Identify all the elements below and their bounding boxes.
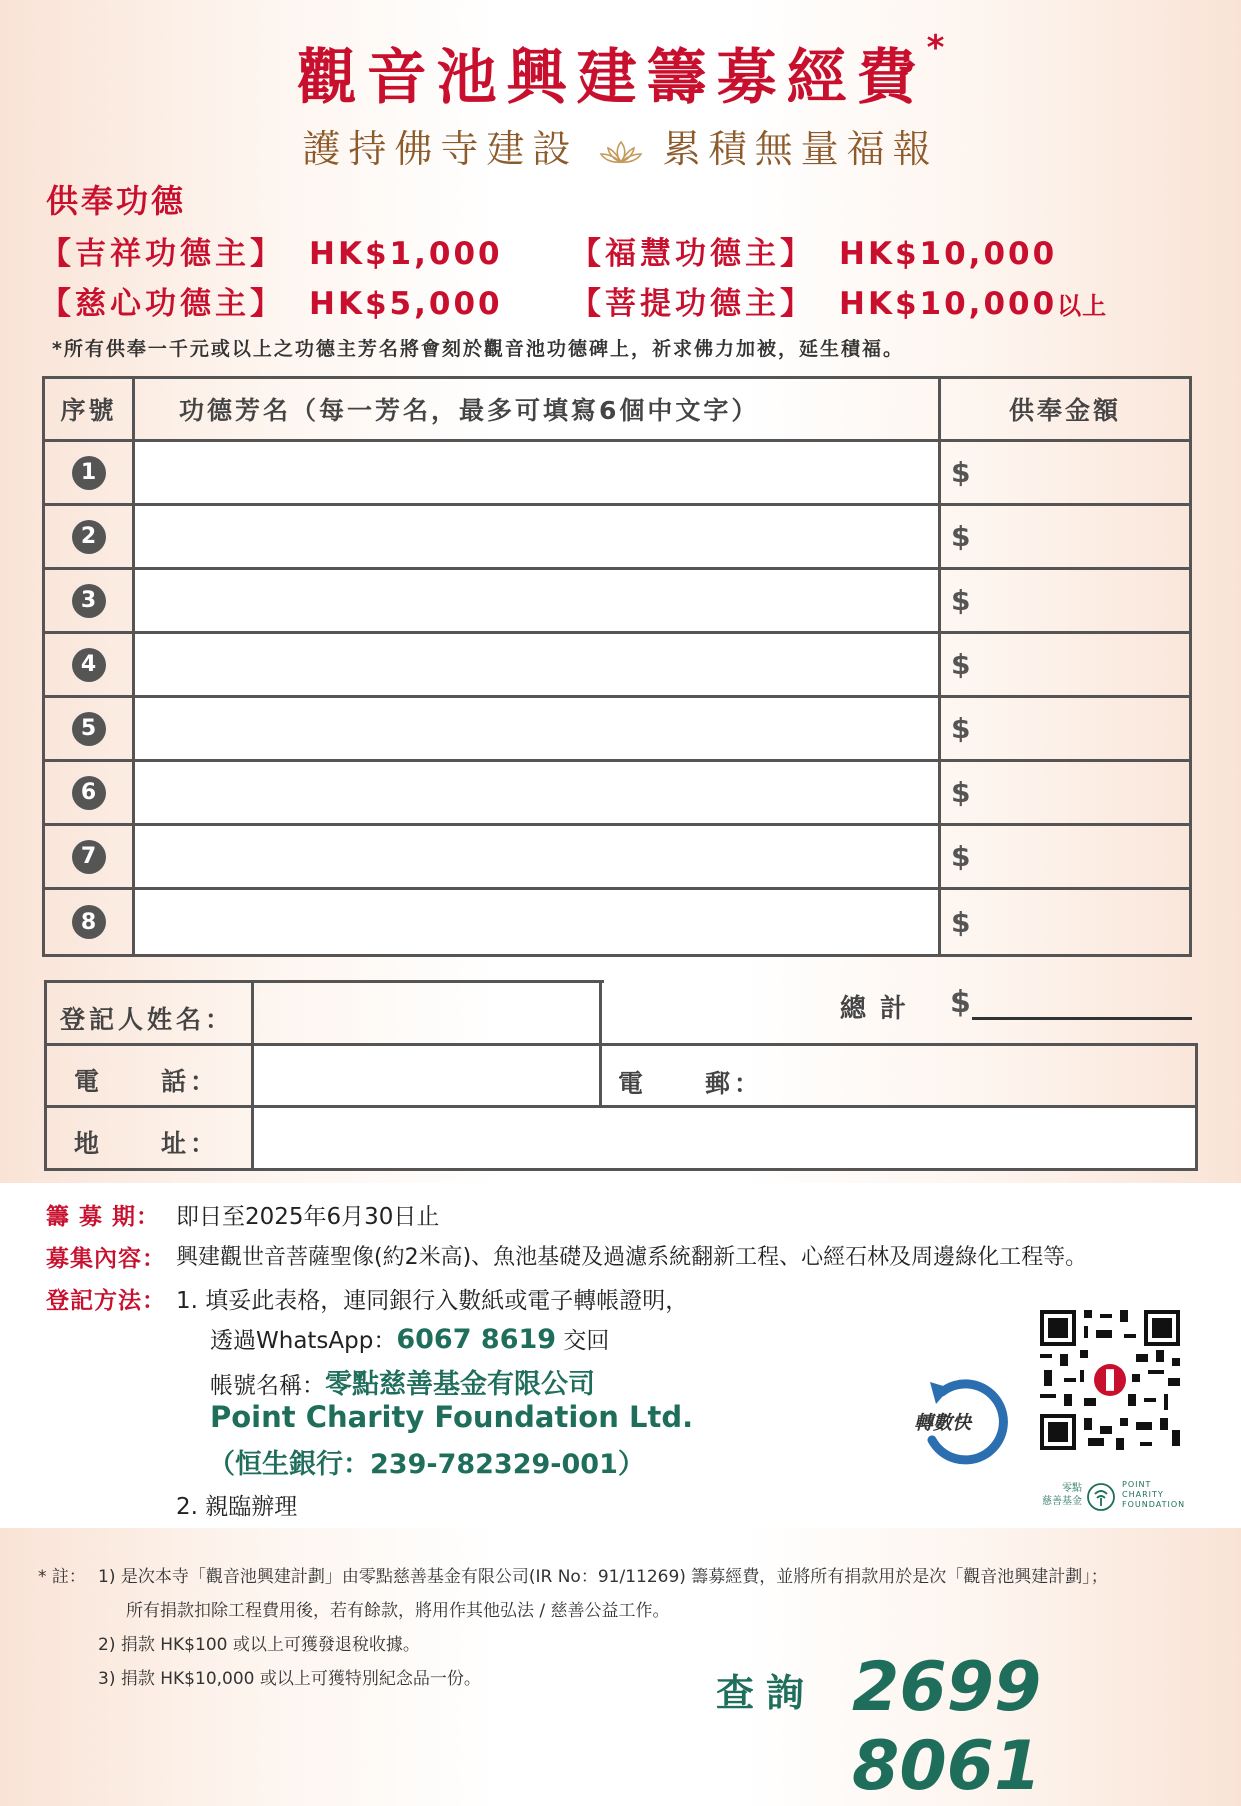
phone-field[interactable]	[254, 1046, 599, 1105]
fps-logo: 轉數快	[912, 1370, 1012, 1470]
donor-name-field[interactable]	[135, 890, 941, 954]
header-amount: 供奉金額	[1008, 396, 1121, 425]
header-number: 序號	[45, 379, 135, 439]
donor-table	[42, 376, 1192, 957]
email-field[interactable]	[760, 1046, 1195, 1105]
footnote-3: 3) 捐款 HK$10,000 或以上可獲特別紀念品一份。	[98, 1669, 481, 1689]
whatsapp-number[interactable]: 6067 8619	[396, 1324, 557, 1355]
whatsapp-line: 透過WhatsApp：6067 8619 交回	[210, 1324, 610, 1355]
method-step2: 2. 親臨辦理	[176, 1494, 298, 1520]
page-title: 觀音池興建籌募經費*	[296, 28, 945, 113]
tier-fuhui: 【福慧功德主】 HK$10,000	[570, 236, 1058, 272]
row-number-badge: 6	[72, 776, 106, 810]
period-label: 籌 募 期：	[46, 1204, 161, 1230]
divider	[599, 1043, 602, 1107]
period-text: 即日至2025年6月30日止	[176, 1204, 440, 1230]
tier-puti: 【菩提功德主】 HK$10,000以上	[570, 286, 1108, 322]
row-number-badge: 5	[72, 712, 106, 746]
foundation-logo: 零點 慈善基金 POINT CHARITY FOUNDATION	[1034, 1480, 1194, 1516]
table-header	[45, 379, 1189, 442]
registrant-name-field[interactable]	[251, 980, 602, 1046]
account-line: 帳號名稱：零點慈善基金有限公司	[210, 1369, 595, 1400]
total-dollar: $	[950, 985, 971, 1020]
table-row	[45, 442, 1189, 506]
tier-cixin: 【慈心功德主】 HK$5,000	[40, 286, 503, 322]
registrant-name-label: 登記人姓名：	[60, 1005, 235, 1034]
foundation-logo-icon	[1086, 1482, 1116, 1512]
donor-name-field[interactable]	[135, 762, 941, 823]
table-row	[45, 698, 1189, 762]
total-field[interactable]	[972, 1017, 1192, 1020]
address-label: 地 址：	[74, 1129, 220, 1158]
table-row	[45, 570, 1189, 634]
phone-label: 電 話：	[74, 1067, 220, 1096]
content-text: 興建觀世音菩薩聖像(約2米高)、魚池基礎及過濾系統翻新工程、心經石林及周邊綠化工程等。	[176, 1245, 1088, 1270]
amount-field[interactable]: $	[951, 776, 971, 809]
method-step1: 1. 填妥此表格，連同銀行入數紙或電子轉帳證明，	[176, 1288, 689, 1314]
amount-field[interactable]: $	[951, 584, 971, 617]
table-row	[45, 890, 1189, 954]
qr-code-icon	[1036, 1306, 1184, 1454]
account-name-en: Point Charity Foundation Ltd.	[210, 1400, 694, 1434]
method-label: 登記方法：	[46, 1288, 166, 1314]
donor-name-field[interactable]	[135, 506, 941, 567]
amount-field[interactable]: $	[951, 456, 971, 489]
row-number-badge: 4	[72, 648, 106, 682]
header-donor-name: 功德芳名（每一芳名，最多可填寫6個中文字）	[135, 379, 941, 439]
amount-field[interactable]: $	[951, 712, 971, 745]
email-label: 電 郵：	[618, 1069, 764, 1098]
lotus-icon	[599, 138, 643, 166]
donor-name-field[interactable]	[135, 826, 941, 887]
tier-jixiang: 【吉祥功德主】 HK$1,000	[40, 236, 503, 272]
table-row	[45, 506, 1189, 570]
amount-field[interactable]: $	[951, 648, 971, 681]
table-row	[45, 762, 1189, 826]
amount-field[interactable]: $	[951, 520, 971, 553]
row-number-badge: 2	[72, 520, 106, 554]
offering-heading: 供奉功德	[46, 182, 187, 220]
footnote-1a: 1) 是次本寺「觀音池興建計劃」由零點慈善基金有限公司(IR No：91/11269) 籌募經費，並將所有捐款用於是次「觀音池興建計劃」；	[98, 1567, 1108, 1587]
enquiry-phone-number[interactable]: 2699 8061	[852, 1648, 1042, 1806]
row-number-badge: 8	[72, 905, 106, 939]
total-label: 總計	[840, 994, 921, 1024]
footnote-2: 2) 捐款 HK$100 或以上可獲發退稅收據。	[98, 1635, 420, 1655]
content-label: 募集內容：	[46, 1246, 166, 1272]
row-number-badge: 7	[72, 840, 106, 874]
donor-name-field[interactable]	[135, 442, 941, 503]
page-subtitle: 護持佛寺建設 累積無量福報	[302, 127, 939, 171]
footnote-1b: 所有捐款扣除工程費用後，若有餘款，將用作其他弘法 / 慈善公益工作。	[126, 1601, 670, 1621]
enquiry-label: 查詢	[716, 1671, 817, 1715]
bank-account: （恒生銀行：239-782329-001）	[208, 1449, 645, 1480]
donor-name-field[interactable]	[135, 698, 941, 759]
amount-field[interactable]: $	[951, 905, 971, 939]
table-row	[45, 634, 1189, 698]
amount-field[interactable]: $	[951, 840, 971, 873]
donor-name-field[interactable]	[135, 570, 941, 631]
qr-code[interactable]	[1030, 1300, 1190, 1460]
row-number-badge: 3	[72, 584, 106, 618]
table-row	[45, 826, 1189, 890]
offering-note: *所有供奉一千元或以上之功德主芳名將會刻於觀音池功德碑上，祈求佛力加被，延生積福。	[52, 338, 904, 360]
address-field[interactable]	[254, 1108, 1195, 1168]
footnote-mark: * 註：	[38, 1567, 86, 1587]
donor-name-field[interactable]	[135, 634, 941, 695]
row-number-badge: 1	[72, 456, 106, 490]
